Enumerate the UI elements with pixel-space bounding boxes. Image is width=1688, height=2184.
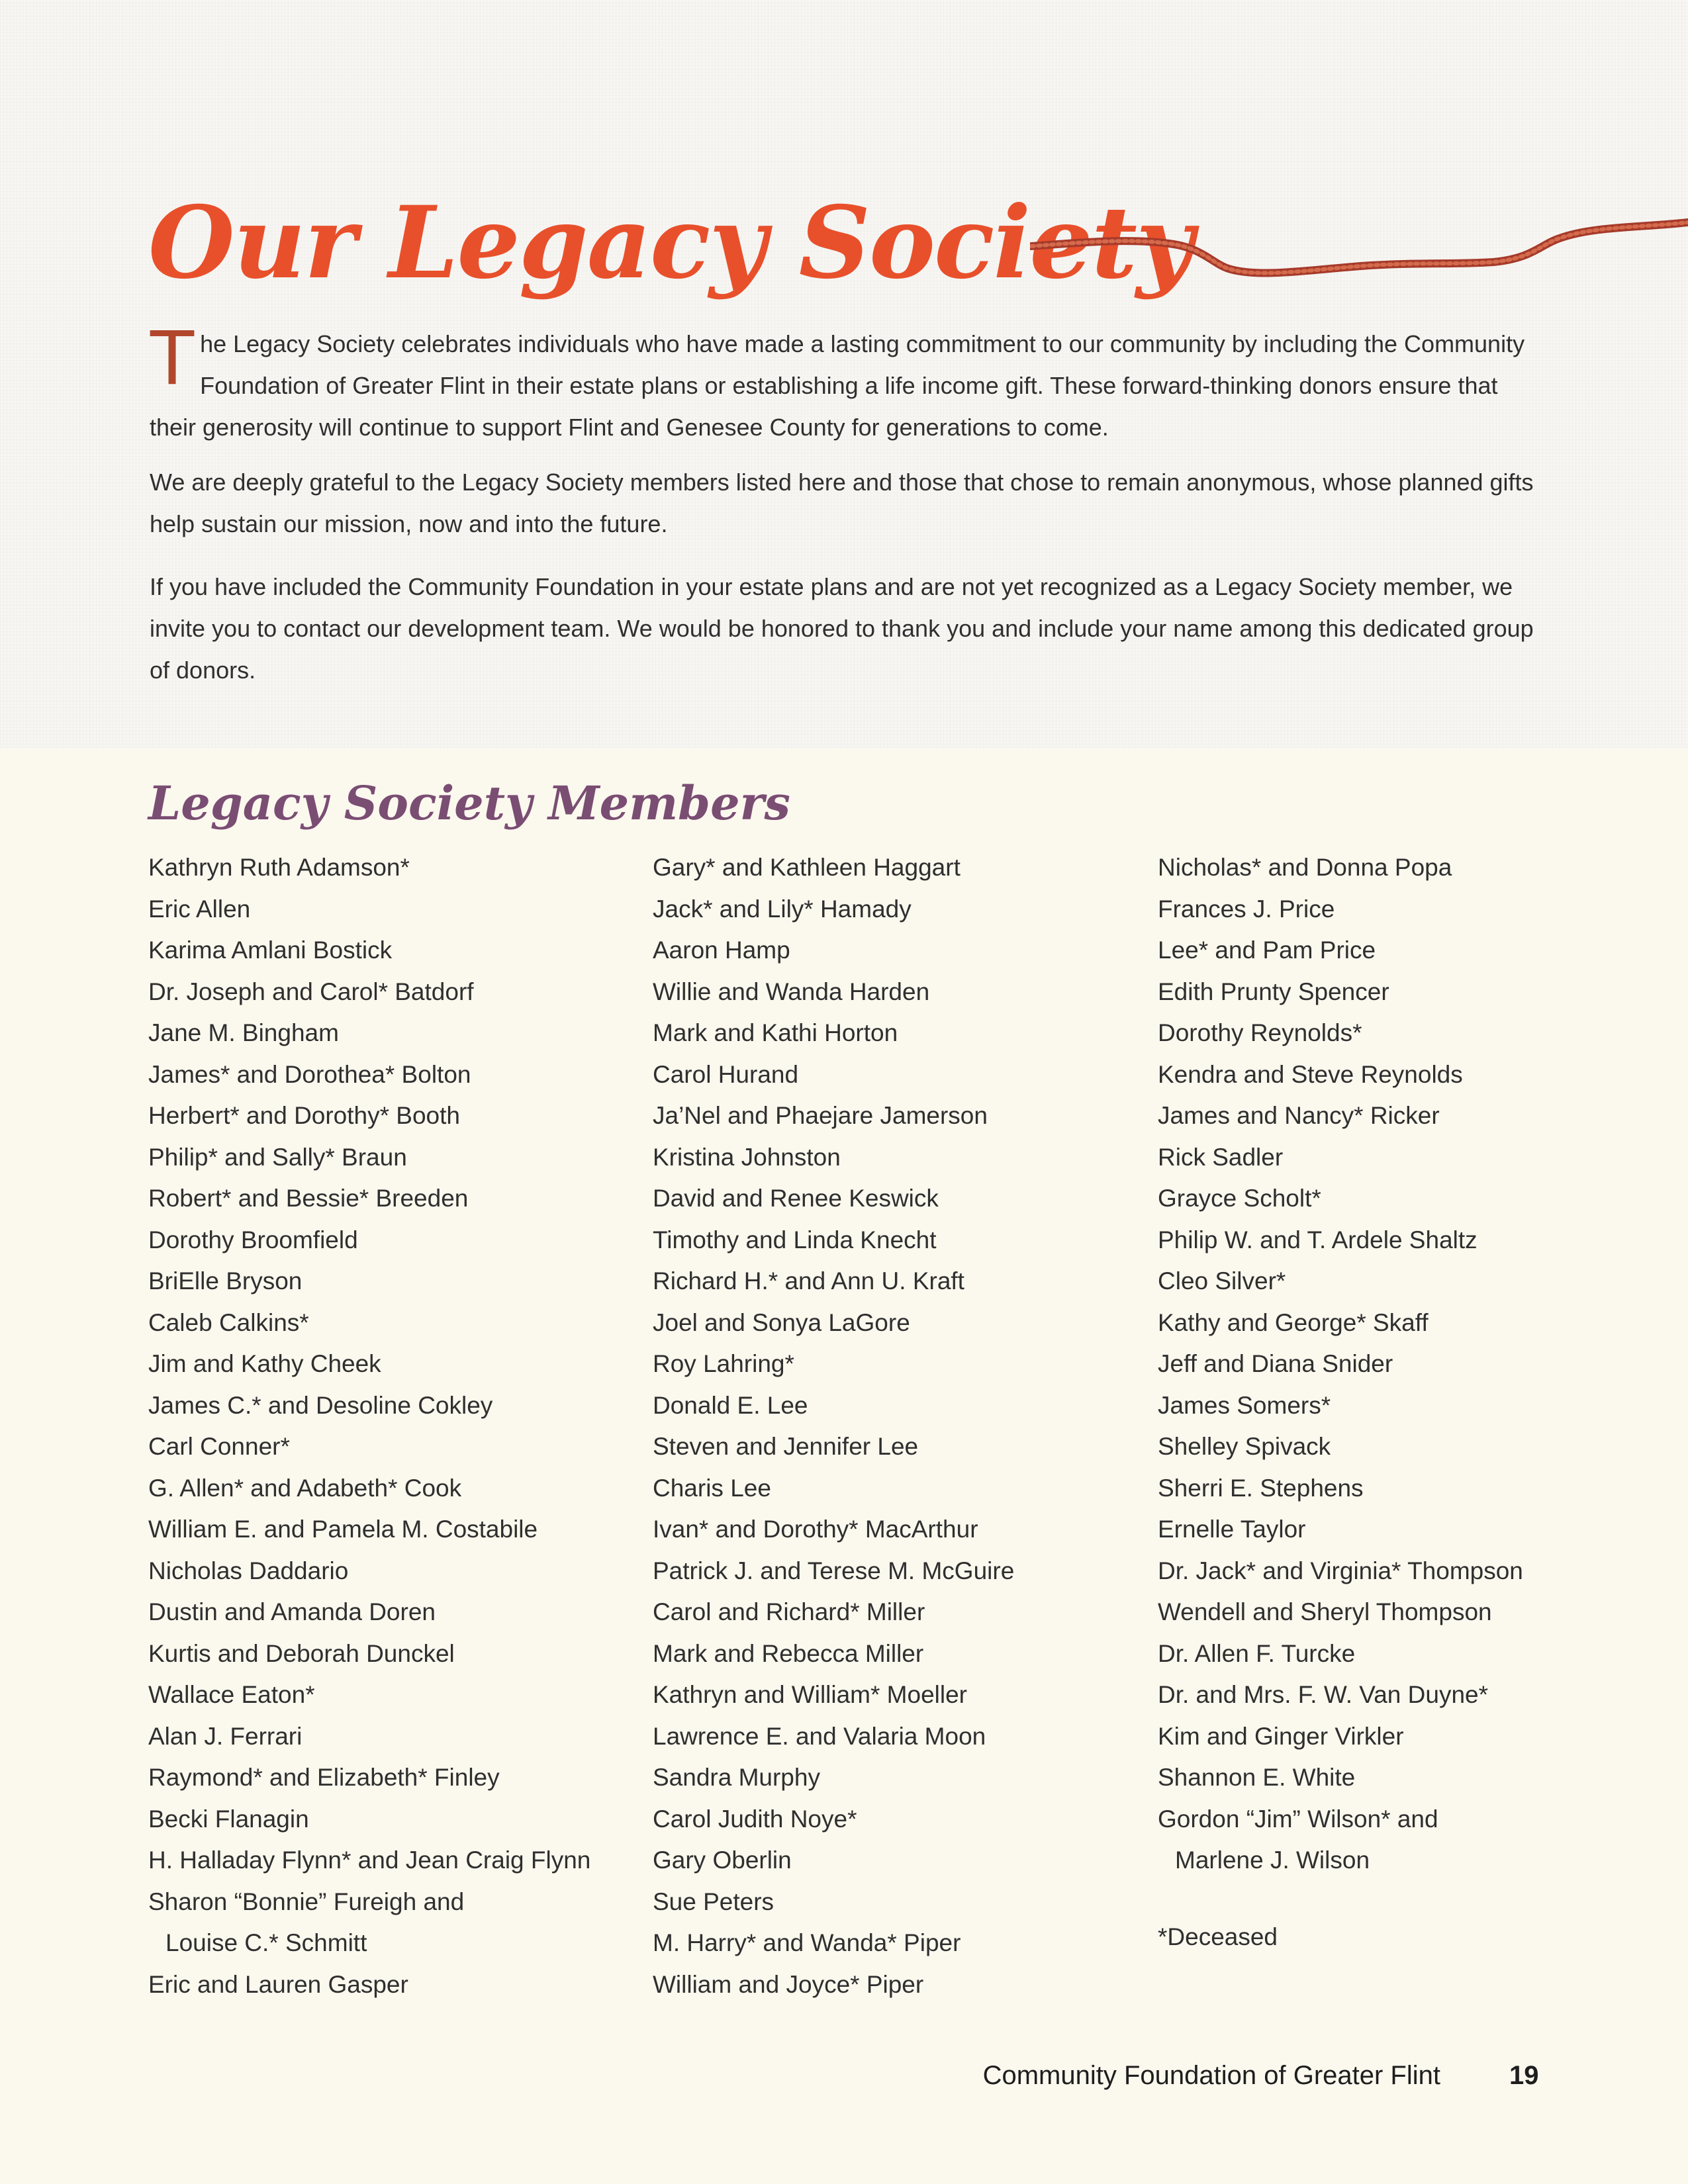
member-name bbox=[148, 1716, 638, 1758]
member-name bbox=[653, 1882, 1143, 1923]
member-name-text: Sue Peters bbox=[653, 1888, 774, 1915]
member-name-text: Ernelle Taylor bbox=[1158, 1516, 1306, 1543]
member-name-text: Kendra and Steve Reynolds bbox=[1158, 1060, 1463, 1088]
member-name-text: Gordon “Jim” Wilson* and bbox=[1158, 1805, 1438, 1833]
member-name bbox=[653, 972, 1143, 1013]
member-name bbox=[1158, 1054, 1648, 1096]
member-name bbox=[1158, 1674, 1648, 1716]
member-name bbox=[1158, 1633, 1648, 1675]
member-name-text: Herbert* and Dorothy* Booth bbox=[148, 1102, 460, 1129]
member-name bbox=[1158, 1509, 1648, 1551]
member-name bbox=[1158, 1799, 1648, 1882]
member-name bbox=[1158, 1261, 1648, 1302]
member-name-text: Lee* and Pam Price bbox=[1158, 936, 1376, 964]
member-name-text: G. Allen* and Adabeth* Cook bbox=[148, 1474, 462, 1502]
member-name-text: Dr. Allen F. Turcke bbox=[1158, 1639, 1356, 1667]
member-name-text: Charis Lee bbox=[653, 1474, 771, 1502]
member-name-text: Dr. Joseph and Carol* Batdorf bbox=[148, 978, 474, 1005]
member-name bbox=[653, 1137, 1143, 1179]
member-name bbox=[653, 1054, 1143, 1096]
member-name-text: Dorothy Reynolds* bbox=[1158, 1019, 1362, 1046]
member-name-text: Grayce Scholt* bbox=[1158, 1185, 1321, 1212]
member-name bbox=[653, 1551, 1143, 1592]
member-name bbox=[653, 1964, 1143, 2006]
member-name-text: Alan J. Ferrari bbox=[148, 1722, 303, 1750]
deceased-note: *Deceased bbox=[1158, 1923, 1278, 1950]
member-name-text: Joel and Sonya LaGore bbox=[653, 1308, 910, 1336]
member-name-text: Dorothy Broomfield bbox=[148, 1226, 358, 1253]
members-heading: Legacy Society Members bbox=[148, 776, 790, 831]
member-name bbox=[653, 1509, 1143, 1551]
page-number: 19 bbox=[1509, 2061, 1539, 2090]
member-name bbox=[653, 930, 1143, 972]
member-name-text: Raymond* and Elizabeth* Finley bbox=[148, 1764, 500, 1791]
member-name bbox=[148, 1840, 638, 1882]
member-name-continuation: Marlene J. Wilson bbox=[1175, 1846, 1370, 1874]
member-name-text: James and Nancy* Ricker bbox=[1158, 1102, 1440, 1129]
member-name bbox=[148, 1302, 638, 1344]
member-name-text: Wendell and Sheryl Thompson bbox=[1158, 1598, 1492, 1625]
member-name-text: Sherri E. Stephens bbox=[1158, 1474, 1364, 1502]
member-name bbox=[653, 1799, 1143, 1841]
member-name-text: Kathy and George* Skaff bbox=[1158, 1308, 1429, 1336]
member-name bbox=[653, 1385, 1143, 1427]
member-name-text: Frances J. Price bbox=[1158, 895, 1335, 923]
member-name-text: Kurtis and Deborah Dunckel bbox=[148, 1639, 455, 1667]
member-name-text: Aaron Hamp bbox=[653, 936, 790, 964]
member-name-text: William and Joyce* Piper bbox=[653, 1970, 924, 1998]
member-name-text: Cleo Silver* bbox=[1158, 1267, 1286, 1295]
member-name-text: Nicholas Daddario bbox=[148, 1557, 349, 1584]
intro-text bbox=[148, 314, 1546, 691]
member-name-text: James C.* and Desoline Cokley bbox=[148, 1391, 493, 1419]
member-name bbox=[1158, 1551, 1648, 1592]
member-name bbox=[653, 1757, 1143, 1799]
member-name-text: Robert* and Bessie* Breeden bbox=[148, 1185, 469, 1212]
member-name-text: William E. and Pamela M. Costabile bbox=[148, 1516, 538, 1543]
member-name bbox=[653, 1178, 1143, 1220]
member-name-text: H. Halladay Flynn* and Jean Craig Flynn bbox=[148, 1846, 591, 1874]
member-name bbox=[1158, 972, 1648, 1013]
member-name-text: Donald E. Lee bbox=[653, 1391, 808, 1419]
member-name-text: Karima Amlani Bostick bbox=[148, 936, 393, 964]
member-name bbox=[148, 1509, 638, 1551]
member-name-text: Jack* and Lily* Hamady bbox=[653, 895, 912, 923]
member-name-text: James Somers* bbox=[1158, 1391, 1331, 1419]
member-name bbox=[148, 1468, 638, 1510]
member-name bbox=[148, 1882, 638, 1964]
member-name bbox=[1158, 1757, 1648, 1799]
member-name bbox=[1158, 1592, 1648, 1633]
member-name bbox=[653, 1923, 1143, 1964]
member-name-text: Richard H.* and Ann U. Kraft bbox=[653, 1267, 964, 1295]
page-title: Our Legacy Society bbox=[148, 185, 1193, 301]
member-name-text: Patrick J. and Terese M. McGuire bbox=[653, 1557, 1015, 1584]
member-name bbox=[148, 1757, 638, 1799]
member-name bbox=[653, 1013, 1143, 1054]
member-name bbox=[148, 1220, 638, 1261]
member-name-text: Steven and Jennifer Lee bbox=[653, 1433, 919, 1460]
member-name bbox=[148, 1592, 638, 1633]
member-name-text: Dr. and Mrs. F. W. Van Duyne* bbox=[1158, 1681, 1488, 1708]
member-name-text: Dr. Jack* and Virginia* Thompson bbox=[1158, 1557, 1523, 1584]
member-name bbox=[653, 847, 1143, 889]
member-name-text: Kim and Ginger Virkler bbox=[1158, 1722, 1404, 1750]
member-name-text: Kathryn Ruth Adamson* bbox=[148, 854, 410, 881]
member-name bbox=[148, 1964, 638, 2006]
member-name bbox=[148, 1426, 638, 1468]
member-name bbox=[1158, 1716, 1648, 1758]
member-name bbox=[148, 972, 638, 1013]
member-name-text: Willie and Wanda Harden bbox=[653, 978, 930, 1005]
member-name bbox=[653, 1716, 1143, 1758]
member-name-text: Becki Flanagin bbox=[148, 1805, 309, 1833]
member-name bbox=[653, 1302, 1143, 1344]
member-name-text: Gary* and Kathleen Haggart bbox=[653, 854, 961, 881]
member-name bbox=[148, 1054, 638, 1096]
member-name bbox=[653, 1220, 1143, 1261]
member-name bbox=[1158, 1178, 1648, 1220]
member-name bbox=[148, 1551, 638, 1592]
member-name bbox=[148, 1137, 638, 1179]
member-name-text: Sharon “Bonnie” Fureigh and bbox=[148, 1888, 465, 1915]
member-name-text: Lawrence E. and Valaria Moon bbox=[653, 1722, 986, 1750]
member-name-text: Edith Prunty Spencer bbox=[1158, 978, 1389, 1005]
member-name bbox=[148, 1674, 638, 1716]
member-name bbox=[1158, 1468, 1648, 1510]
member-name-text: Kristina Johnston bbox=[653, 1143, 841, 1171]
member-name-text: Kathryn and William* Moeller bbox=[653, 1681, 968, 1708]
member-name bbox=[1158, 1302, 1648, 1344]
member-name bbox=[1158, 1137, 1648, 1179]
member-name-text: Mark and Rebecca Miller bbox=[653, 1639, 924, 1667]
member-name bbox=[653, 1095, 1143, 1137]
member-name-text: Timothy and Linda Knecht bbox=[653, 1226, 937, 1253]
member-name bbox=[148, 1178, 638, 1220]
member-name-text: Eric and Lauren Gasper bbox=[148, 1970, 408, 1998]
member-name bbox=[653, 1592, 1143, 1633]
member-name-text: Wallace Eaton* bbox=[148, 1681, 315, 1708]
member-name-text: Shannon E. White bbox=[1158, 1764, 1356, 1791]
member-name-text: Sandra Murphy bbox=[653, 1764, 820, 1791]
member-name bbox=[148, 1799, 638, 1841]
member-name bbox=[1158, 889, 1648, 931]
member-name-text: Carol Judith Noye* bbox=[653, 1805, 857, 1833]
member-name bbox=[148, 1343, 638, 1385]
member-name bbox=[1158, 1385, 1648, 1427]
member-name-text: M. Harry* and Wanda* Piper bbox=[653, 1929, 961, 1956]
member-name-text: David and Renee Keswick bbox=[653, 1185, 939, 1212]
intro-paragraph-2: We are deeply grateful to the Legacy Society members listed here and those that chose to remain anonymous, whose planned gifts help sustain our mission, now and into the future. bbox=[150, 469, 1534, 537]
member-name bbox=[148, 889, 638, 931]
intro-paragraph-3: If you have included the Community Foundation in your estate plans and are not yet recognized as a Legacy Society member, we invite you to contact our development team. We would be honored to thank you and include your name among this dedicated group of donors. bbox=[150, 573, 1534, 684]
member-name-continuation: Louise C.* Schmitt bbox=[165, 1929, 367, 1956]
member-name-text: Philip W. and T. Ardele Shaltz bbox=[1158, 1226, 1477, 1253]
member-name-text: James* and Dorothea* Bolton bbox=[148, 1060, 471, 1088]
member-name bbox=[1158, 847, 1648, 889]
yarn-decoration bbox=[1030, 205, 1688, 291]
member-name bbox=[653, 1468, 1143, 1510]
member-name-text: Ivan* and Dorothy* MacArthur bbox=[653, 1516, 978, 1543]
member-name bbox=[148, 930, 638, 972]
member-name-text: Gary Oberlin bbox=[653, 1846, 792, 1874]
member-name-text: Caleb Calkins* bbox=[148, 1308, 309, 1336]
drop-cap: T bbox=[148, 314, 197, 401]
member-name bbox=[653, 1840, 1143, 1882]
member-name bbox=[1158, 1095, 1648, 1137]
member-name-text: Mark and Kathi Horton bbox=[653, 1019, 898, 1046]
member-name bbox=[653, 1261, 1143, 1302]
member-name bbox=[148, 1261, 638, 1302]
member-name bbox=[148, 1385, 638, 1427]
member-name-text: Jane M. Bingham bbox=[148, 1019, 339, 1046]
member-name-text: Shelley Spivack bbox=[1158, 1433, 1331, 1460]
member-name bbox=[1158, 1013, 1648, 1054]
member-name-text: Carl Conner* bbox=[148, 1433, 290, 1460]
member-name bbox=[1158, 1426, 1648, 1468]
member-name bbox=[148, 1013, 638, 1054]
member-name-text: Nicholas* and Donna Popa bbox=[1158, 854, 1452, 881]
member-name bbox=[1158, 1220, 1648, 1261]
member-name-text: Carol Hurand bbox=[653, 1060, 799, 1088]
member-name-text: Rick Sadler bbox=[1158, 1143, 1284, 1171]
member-name-text: Dustin and Amanda Doren bbox=[148, 1598, 436, 1625]
member-name-text: Philip* and Sally* Braun bbox=[148, 1143, 407, 1171]
member-name bbox=[148, 1095, 638, 1137]
member-name bbox=[1158, 930, 1648, 972]
member-name-text: Roy Lahring* bbox=[653, 1350, 794, 1377]
member-name bbox=[148, 847, 638, 889]
member-name bbox=[1158, 1343, 1648, 1385]
member-name-text: BriElle Bryson bbox=[148, 1267, 303, 1295]
members-column-2 bbox=[653, 847, 1143, 2005]
footer-org-name: Community Foundation of Greater Flint bbox=[982, 2061, 1440, 2090]
member-name-text: Carol and Richard* Miller bbox=[653, 1598, 925, 1625]
member-name bbox=[653, 889, 1143, 931]
member-name-text: Eric Allen bbox=[148, 895, 251, 923]
member-name bbox=[653, 1674, 1143, 1716]
member-name bbox=[653, 1343, 1143, 1385]
member-name bbox=[653, 1426, 1143, 1468]
member-name-text: Jim and Kathy Cheek bbox=[148, 1350, 381, 1377]
members-column-3 bbox=[1158, 847, 1648, 1882]
intro-paragraph-1: The Legacy Society celebrates individuals who have made a lasting commitment to our community by including the Community Foundation of Greater Flint in their estate plans or establishing a life income gift. These forward-thinking donors ensure that their generosity will continue to support Flint and Genesee County for generations to come. bbox=[148, 314, 1525, 441]
members-column-1 bbox=[148, 847, 638, 2005]
member-name-text: Jeff and Diana Snider bbox=[1158, 1350, 1393, 1377]
member-name bbox=[653, 1633, 1143, 1675]
member-name bbox=[148, 1633, 638, 1675]
member-name-text: Ja’Nel and Phaejare Jamerson bbox=[653, 1102, 988, 1129]
